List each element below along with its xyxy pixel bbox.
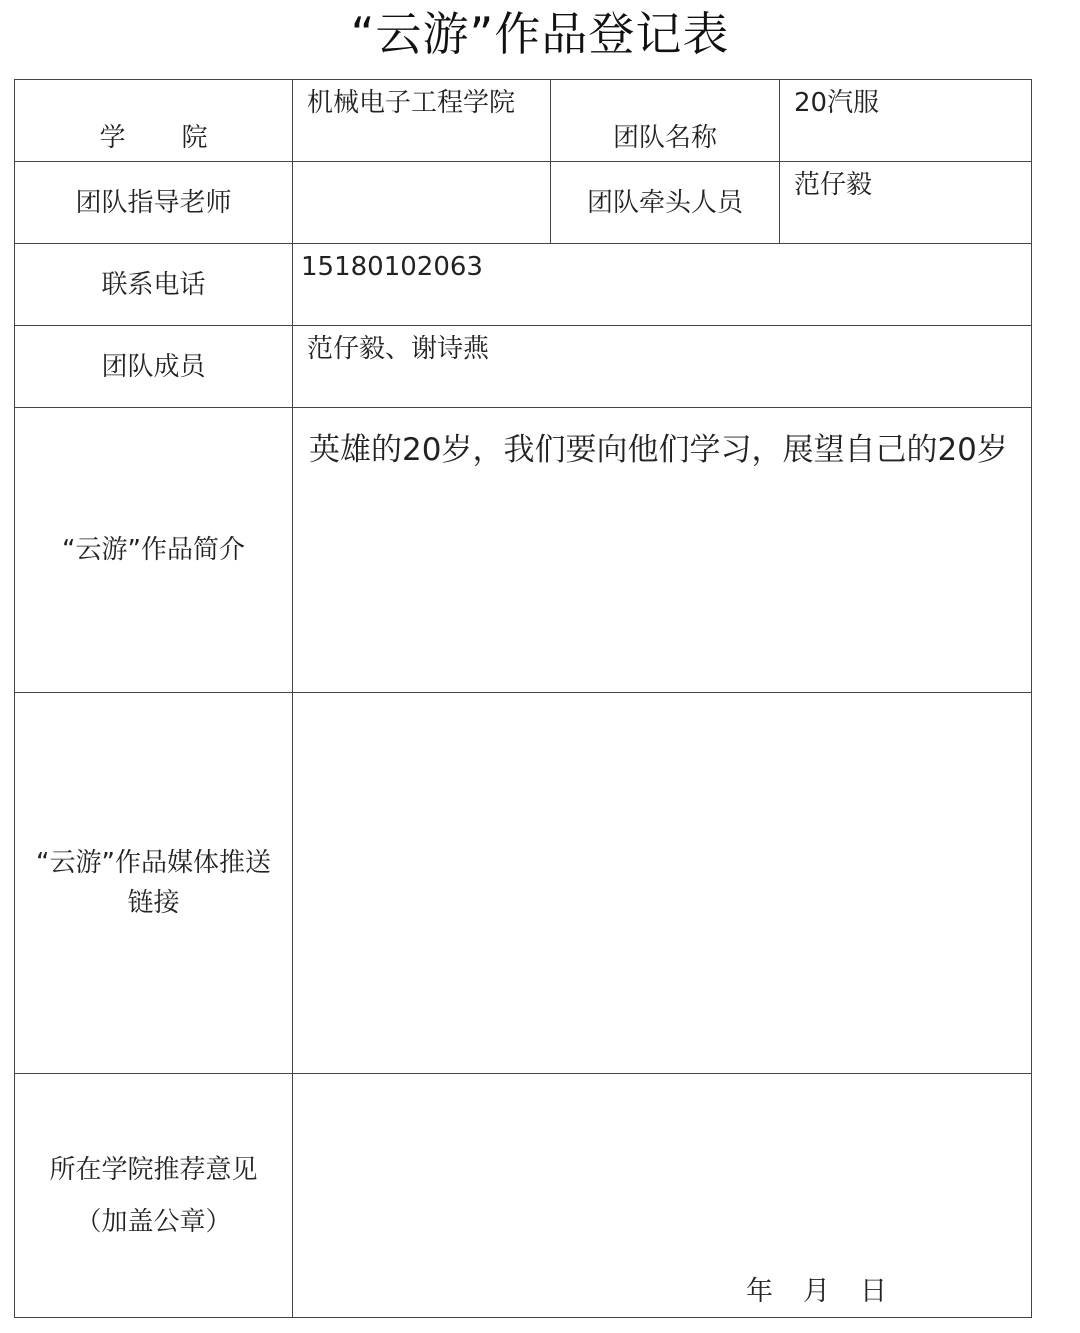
college-label-part1: 学 — [99, 123, 126, 153]
date-day: 日 — [860, 1276, 887, 1307]
recommend-label — [15, 1074, 293, 1318]
row-media — [15, 693, 1032, 1074]
date-year: 年 — [746, 1276, 773, 1307]
recommend-label-line2: （加盖公章） — [75, 1206, 232, 1237]
members-value[interactable]: 范仔毅、谢诗燕 — [293, 326, 1032, 408]
row-advisor — [15, 162, 1032, 244]
recommend-value[interactable] — [293, 1074, 1032, 1318]
media-label — [15, 693, 293, 1074]
row-intro — [15, 408, 1032, 693]
media-label-line2: 链接 — [127, 888, 180, 918]
advisor-value[interactable] — [293, 162, 551, 244]
date-month: 月 — [803, 1276, 830, 1307]
leader-value[interactable]: 范仔毅 — [780, 162, 1032, 244]
date-line — [716, 1275, 887, 1309]
leader-label: 团队牵头人员 — [551, 162, 780, 244]
form-title: “云游”作品登记表 — [350, 7, 730, 61]
team-name-label: 团队名称 — [551, 80, 780, 162]
media-label-line1: “云游”作品媒体推送 — [36, 848, 271, 878]
media-link-value[interactable] — [293, 693, 1032, 1074]
intro-value[interactable]: 英雄的20岁，我们要向他们学习，展望自己的20岁 — [293, 408, 1032, 693]
college-label — [15, 80, 293, 162]
team-name-value[interactable]: 20汽服 — [780, 80, 1032, 162]
registration-form-table — [14, 79, 1032, 1318]
advisor-label: 团队指导老师 — [15, 162, 293, 244]
row-phone — [15, 244, 1032, 326]
recommend-label-line1: 所在学院推荐意见 — [49, 1154, 258, 1185]
phone-value[interactable]: 15180102063 — [293, 244, 1032, 326]
row-recommend — [15, 1074, 1032, 1318]
members-label: 团队成员 — [15, 326, 293, 408]
intro-label: “云游”作品简介 — [15, 408, 293, 693]
row-members — [15, 326, 1032, 408]
row-college — [15, 80, 1032, 162]
college-label-part2: 院 — [181, 123, 208, 153]
phone-label: 联系电话 — [15, 244, 293, 326]
college-value[interactable]: 机械电子工程学院 — [293, 80, 551, 162]
